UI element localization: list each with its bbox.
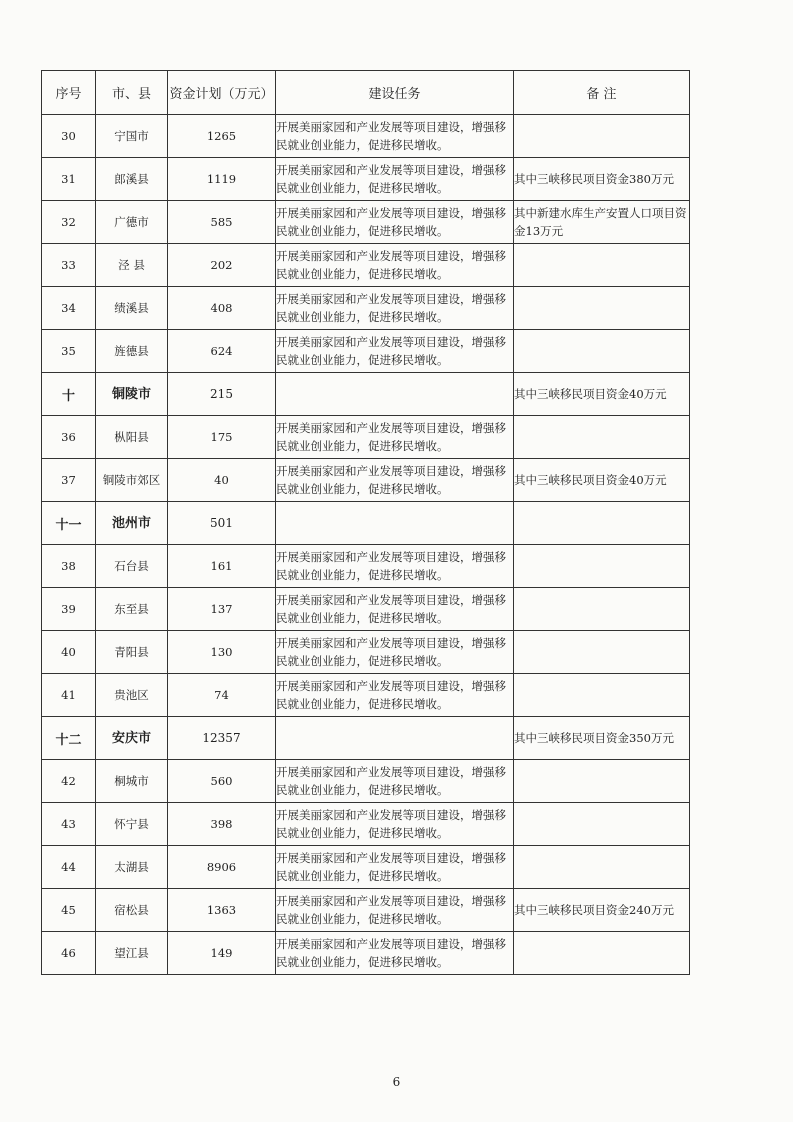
row-amount: 149 (168, 932, 276, 975)
row-city: 铜陵市郊区 (96, 459, 168, 502)
row-amount: 624 (168, 330, 276, 373)
row-task: 开展美丽家园和产业发展等项目建设，增强移民就业创业能力，促进移民增收。 (276, 889, 514, 932)
subtotal-row (42, 502, 690, 545)
row-index: 43 (42, 803, 96, 846)
row-note: 其中三峡移民项目资金350万元 (514, 717, 690, 760)
row-task (276, 373, 514, 416)
row-task: 开展美丽家园和产业发展等项目建设，增强移民就业创业能力，促进移民增收。 (276, 631, 514, 674)
row-note: 其中新建水库生产安置人口项目资金13万元 (514, 201, 690, 244)
row-index: 十 (42, 373, 96, 416)
row-amount: 408 (168, 287, 276, 330)
row-city: 泾 县 (96, 244, 168, 287)
row-task: 开展美丽家园和产业发展等项目建设，增强移民就业创业能力，促进移民增收。 (276, 674, 514, 717)
row-note (514, 416, 690, 459)
row-city: 贵池区 (96, 674, 168, 717)
row-index: 十二 (42, 717, 96, 760)
header-city: 市、县 (96, 71, 168, 115)
row-note (514, 545, 690, 588)
row-city: 桐城市 (96, 760, 168, 803)
table-row (42, 330, 690, 373)
row-index: 38 (42, 545, 96, 588)
table-row (42, 932, 690, 975)
row-task: 开展美丽家园和产业发展等项目建设，增强移民就业创业能力，促进移民增收。 (276, 244, 514, 287)
row-city: 宁国市 (96, 115, 168, 158)
row-city: 望江县 (96, 932, 168, 975)
row-amount: 501 (168, 502, 276, 545)
row-task: 开展美丽家园和产业发展等项目建设，增强移民就业创业能力，促进移民增收。 (276, 545, 514, 588)
row-city: 青阳县 (96, 631, 168, 674)
row-city: 东至县 (96, 588, 168, 631)
row-index: 46 (42, 932, 96, 975)
row-note (514, 330, 690, 373)
row-note (514, 588, 690, 631)
row-index: 37 (42, 459, 96, 502)
table-row (42, 803, 690, 846)
table-row (42, 287, 690, 330)
table-row (42, 158, 690, 201)
row-task: 开展美丽家园和产业发展等项目建设，增强移民就业创业能力，促进移民增收。 (276, 803, 514, 846)
row-index: 41 (42, 674, 96, 717)
row-note (514, 502, 690, 545)
table-row (42, 846, 690, 889)
row-amount: 8906 (168, 846, 276, 889)
row-index: 44 (42, 846, 96, 889)
table-row (42, 115, 690, 158)
row-note (514, 674, 690, 717)
row-city: 铜陵市 (96, 373, 168, 416)
row-index: 34 (42, 287, 96, 330)
row-amount: 175 (168, 416, 276, 459)
row-note (514, 846, 690, 889)
row-index: 36 (42, 416, 96, 459)
row-amount: 1265 (168, 115, 276, 158)
row-amount: 585 (168, 201, 276, 244)
row-task: 开展美丽家园和产业发展等项目建设，增强移民就业创业能力，促进移民增收。 (276, 588, 514, 631)
row-city: 绩溪县 (96, 287, 168, 330)
row-index: 33 (42, 244, 96, 287)
row-index: 42 (42, 760, 96, 803)
table-body (42, 115, 690, 975)
row-task: 开展美丽家园和产业发展等项目建设，增强移民就业创业能力，促进移民增收。 (276, 287, 514, 330)
row-task: 开展美丽家园和产业发展等项目建设，增强移民就业创业能力，促进移民增收。 (276, 932, 514, 975)
row-index: 39 (42, 588, 96, 631)
page-number: 6 (392, 1075, 401, 1089)
row-index: 32 (42, 201, 96, 244)
row-task: 开展美丽家园和产业发展等项目建设，增强移民就业创业能力，促进移民增收。 (276, 846, 514, 889)
row-note (514, 287, 690, 330)
table-row (42, 244, 690, 287)
row-task (276, 717, 514, 760)
row-note: 其中三峡移民项目资金240万元 (514, 889, 690, 932)
row-city: 池州市 (96, 502, 168, 545)
row-amount: 1363 (168, 889, 276, 932)
row-index: 45 (42, 889, 96, 932)
row-city: 怀宁县 (96, 803, 168, 846)
table-row (42, 459, 690, 502)
row-amount: 74 (168, 674, 276, 717)
subtotal-row (42, 373, 690, 416)
header-task: 建设任务 (276, 71, 514, 115)
row-amount: 215 (168, 373, 276, 416)
row-amount: 398 (168, 803, 276, 846)
row-note (514, 631, 690, 674)
row-note: 其中三峡移民项目资金40万元 (514, 373, 690, 416)
row-task: 开展美丽家园和产业发展等项目建设，增强移民就业创业能力，促进移民增收。 (276, 115, 514, 158)
row-task: 开展美丽家园和产业发展等项目建设，增强移民就业创业能力，促进移民增收。 (276, 416, 514, 459)
header-index: 序号 (42, 71, 96, 115)
table-row (42, 201, 690, 244)
row-note (514, 244, 690, 287)
row-note (514, 115, 690, 158)
row-task: 开展美丽家园和产业发展等项目建设，增强移民就业创业能力，促进移民增收。 (276, 459, 514, 502)
table-row (42, 588, 690, 631)
row-amount: 560 (168, 760, 276, 803)
header-note: 备 注 (514, 71, 690, 115)
row-amount: 1119 (168, 158, 276, 201)
table-row (42, 760, 690, 803)
row-amount: 202 (168, 244, 276, 287)
row-task: 开展美丽家园和产业发展等项目建设，增强移民就业创业能力，促进移民增收。 (276, 760, 514, 803)
row-index: 十一 (42, 502, 96, 545)
row-amount: 137 (168, 588, 276, 631)
table-row (42, 631, 690, 674)
row-city: 郎溪县 (96, 158, 168, 201)
row-task: 开展美丽家园和产业发展等项目建设，增强移民就业创业能力，促进移民增收。 (276, 158, 514, 201)
row-amount: 12357 (168, 717, 276, 760)
row-amount: 161 (168, 545, 276, 588)
row-city: 安庆市 (96, 717, 168, 760)
subtotal-row (42, 717, 690, 760)
row-note (514, 803, 690, 846)
table-row (42, 545, 690, 588)
row-city: 旌德县 (96, 330, 168, 373)
row-city: 广德市 (96, 201, 168, 244)
row-task: 开展美丽家园和产业发展等项目建设，增强移民就业创业能力，促进移民增收。 (276, 201, 514, 244)
row-index: 35 (42, 330, 96, 373)
table-row (42, 889, 690, 932)
header-amount: 资金计划（万元） (168, 71, 276, 115)
row-city: 宿松县 (96, 889, 168, 932)
row-task: 开展美丽家园和产业发展等项目建设，增强移民就业创业能力，促进移民增收。 (276, 330, 514, 373)
row-note: 其中三峡移民项目资金380万元 (514, 158, 690, 201)
row-city: 枞阳县 (96, 416, 168, 459)
table-row (42, 674, 690, 717)
row-note (514, 932, 690, 975)
row-index: 31 (42, 158, 96, 201)
budget-table (41, 70, 690, 975)
row-index: 40 (42, 631, 96, 674)
row-city: 石台县 (96, 545, 168, 588)
row-task (276, 502, 514, 545)
row-amount: 40 (168, 459, 276, 502)
row-note: 其中三峡移民项目资金40万元 (514, 459, 690, 502)
row-amount: 130 (168, 631, 276, 674)
table-header-row (42, 71, 690, 115)
row-note (514, 760, 690, 803)
row-index: 30 (42, 115, 96, 158)
table-row (42, 416, 690, 459)
row-city: 太湖县 (96, 846, 168, 889)
